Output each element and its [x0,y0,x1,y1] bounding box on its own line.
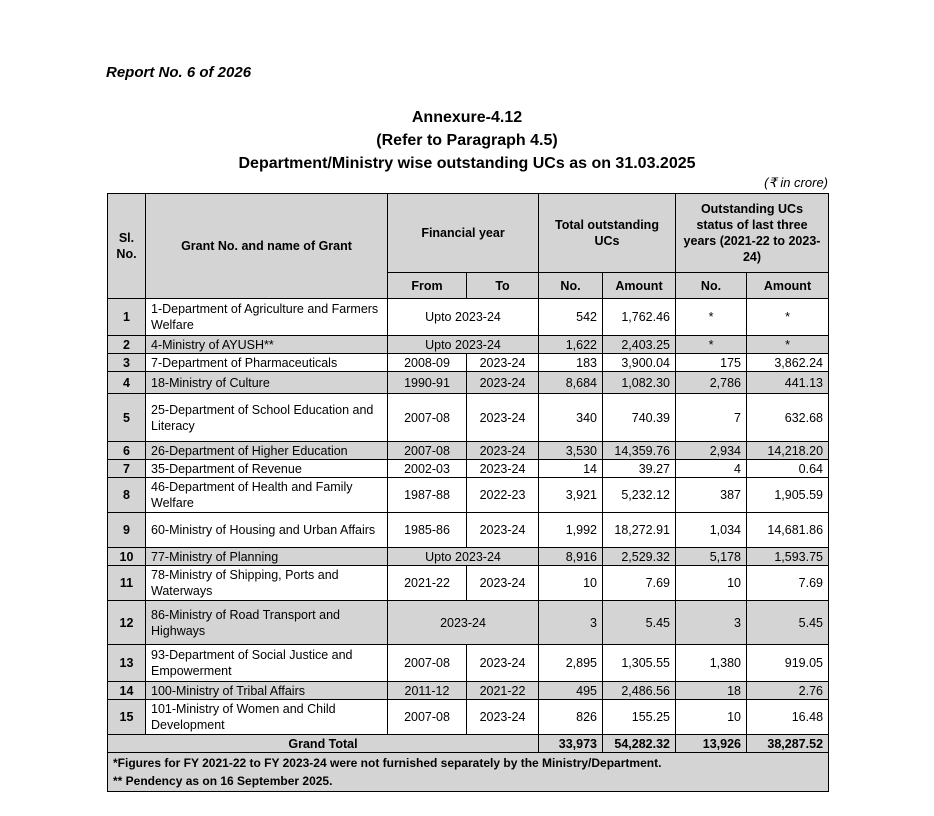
total-no-cell: 826 [539,700,603,735]
last3-amount-cell: 1,593.75 [747,548,829,566]
total-amount-cell: 1,082.30 [603,372,676,394]
grant-name-cell: 26-Department of Higher Education [146,442,388,460]
table-row [108,645,829,682]
from-year-cell: 2021-22 [388,566,467,601]
table-row [108,336,829,354]
unit-note: (₹ in crore) [764,175,828,190]
table-row [108,394,829,442]
total-amount-cell: 740.39 [603,394,676,442]
total-no-cell: 3,921 [539,478,603,513]
grant-name-cell: 4-Ministry of AYUSH** [146,336,388,354]
last3-amount-cell: * [747,336,829,354]
last3-no-cell: 175 [676,354,747,372]
grant-name-cell: 86-Ministry of Road Transport and Highways [146,601,388,645]
total-amount-cell: 155.25 [603,700,676,735]
table-row [108,566,829,601]
from-year-cell: 1987-88 [388,478,467,513]
table-row [108,460,829,478]
total-amount-cell: 2,403.25 [603,336,676,354]
last3-no-cell: * [676,299,747,336]
table-body [108,299,829,735]
sl-no-cell: 9 [108,513,146,548]
to-year-cell: 2021-22 [467,682,539,700]
last3-amount-cell: * [747,299,829,336]
grand-total-row [108,735,829,753]
last3-amount-cell: 14,681.86 [747,513,829,548]
to-year-cell: 2023-24 [467,394,539,442]
last3-no-cell: 387 [676,478,747,513]
total-no-cell: 3 [539,601,603,645]
table-row [108,682,829,700]
total-no-cell: 10 [539,566,603,601]
total-amount-cell: 7.69 [603,566,676,601]
footnote-2: ** Pendency as on 16 September 2025. [113,774,333,788]
financial-year-cell: 2023-24 [388,601,539,645]
total-amount-cell: 5.45 [603,601,676,645]
grand-total-amount: 54,282.32 [603,735,676,753]
sl-no-cell: 12 [108,601,146,645]
sl-no-cell: 4 [108,372,146,394]
grant-name-cell: 35-Department of Revenue [146,460,388,478]
total-amount-cell: 5,232.12 [603,478,676,513]
last3-no-cell: 7 [676,394,747,442]
total-no-cell: 1,992 [539,513,603,548]
header-last-three-years: Outstanding UCs status of last three years (2021-22 to 2023-24) [676,194,829,273]
last3-amount-cell: 632.68 [747,394,829,442]
total-no-cell: 495 [539,682,603,700]
grant-name-cell: 18-Ministry of Culture [146,372,388,394]
last3-no-cell: 10 [676,700,747,735]
grant-name-cell: 7-Department of Pharmaceuticals [146,354,388,372]
annexure-title: Annexure-4.12 [411,109,523,126]
sl-no-cell: 3 [108,354,146,372]
table-row [108,548,829,566]
total-no-cell: 2,895 [539,645,603,682]
total-no-cell: 183 [539,354,603,372]
table-row [108,478,829,513]
header-grant: Grant No. and name of Grant [146,194,388,299]
header-total-outstanding: Total outstanding UCs [539,194,676,273]
financial-year-cell: Upto 2023-24 [388,548,539,566]
total-no-cell: 3,530 [539,442,603,460]
table-row [108,700,829,735]
from-year-cell: 2007-08 [388,700,467,735]
last3-no-cell: 18 [676,682,747,700]
header-from: From [388,273,467,299]
last3-amount-cell: 2.76 [747,682,829,700]
to-year-cell: 2022-23 [467,478,539,513]
total-amount-cell: 2,486.56 [603,682,676,700]
grant-name-cell: 1-Department of Agriculture and Farmers Welfare [146,299,388,336]
table-title: Department/Ministry wise outstanding UCs as on 31.03.2025 [238,155,696,172]
header-to: To [467,273,539,299]
grant-name-cell: 100-Ministry of Tribal Affairs [146,682,388,700]
to-year-cell: 2023-24 [467,645,539,682]
last3-amount-cell: 0.64 [747,460,829,478]
footnotes [108,753,829,792]
total-no-cell: 8,916 [539,548,603,566]
sl-no-cell: 15 [108,700,146,735]
last3-no-cell: 1,380 [676,645,747,682]
sl-no-cell: 1 [108,299,146,336]
from-year-cell: 2007-08 [388,645,467,682]
sl-no-cell: 8 [108,478,146,513]
grant-name-cell: 78-Ministry of Shipping, Ports and Waterways [146,566,388,601]
sl-no-cell: 5 [108,394,146,442]
report-number: Report No. 6 of 2026 [106,64,252,81]
grant-name-cell: 93-Department of Social Justice and Empowerment [146,645,388,682]
to-year-cell: 2023-24 [467,442,539,460]
paragraph-reference: (Refer to Paragraph 4.5) [376,132,558,149]
sl-no-cell: 7 [108,460,146,478]
sl-no-cell: 13 [108,645,146,682]
total-no-cell: 340 [539,394,603,442]
footnote-1: *Figures for FY 2021-22 to FY 2023-24 were not furnished separately by the Ministry/Department. [113,756,662,770]
financial-year-cell: Upto 2023-24 [388,336,539,354]
sl-no-cell: 2 [108,336,146,354]
total-amount-cell: 39.27 [603,460,676,478]
total-amount-cell: 2,529.32 [603,548,676,566]
total-no-cell: 1,622 [539,336,603,354]
last3-amount-cell: 919.05 [747,645,829,682]
table-row [108,442,829,460]
last3-amount-cell: 3,862.24 [747,354,829,372]
grand-total-no: 33,973 [539,735,603,753]
header-no: No. [539,273,603,299]
total-amount-cell: 14,359.76 [603,442,676,460]
total-no-cell: 14 [539,460,603,478]
last3-no-cell: 5,178 [676,548,747,566]
from-year-cell: 2007-08 [388,442,467,460]
total-amount-cell: 18,272.91 [603,513,676,548]
last3-amount-cell: 16.48 [747,700,829,735]
table-row [108,513,829,548]
to-year-cell: 2023-24 [467,460,539,478]
last3-amount-cell: 1,905.59 [747,478,829,513]
sl-no-cell: 11 [108,566,146,601]
to-year-cell: 2023-24 [467,566,539,601]
table-row [108,299,829,336]
last3-no-cell: 1,034 [676,513,747,548]
sl-no-cell: 14 [108,682,146,700]
footnotes-row [108,753,829,792]
grant-name-cell: 46-Department of Health and Family Welfare [146,478,388,513]
to-year-cell: 2023-24 [467,354,539,372]
last3-amount-cell: 5.45 [747,601,829,645]
header-amount-last3: Amount [747,273,829,299]
to-year-cell: 2023-24 [467,700,539,735]
from-year-cell: 2002-03 [388,460,467,478]
table-row [108,601,829,645]
to-year-cell: 2023-24 [467,372,539,394]
grand-total-amount-last3: 38,287.52 [747,735,829,753]
last3-amount-cell: 441.13 [747,372,829,394]
total-amount-cell: 3,900.04 [603,354,676,372]
sl-no-cell: 10 [108,548,146,566]
table-row [108,372,829,394]
from-year-cell: 2011-12 [388,682,467,700]
total-no-cell: 542 [539,299,603,336]
last3-no-cell: 2,934 [676,442,747,460]
from-year-cell: 2007-08 [388,394,467,442]
last3-no-cell: * [676,336,747,354]
total-no-cell: 8,684 [539,372,603,394]
financial-year-cell: Upto 2023-24 [388,299,539,336]
header-amount: Amount [603,273,676,299]
header-financial-year: Financial year [388,194,539,273]
last3-amount-cell: 14,218.20 [747,442,829,460]
from-year-cell: 2008-09 [388,354,467,372]
table-row [108,354,829,372]
grand-total-no-last3: 13,926 [676,735,747,753]
outstanding-ucs-table [107,193,829,792]
from-year-cell: 1985-86 [388,513,467,548]
total-amount-cell: 1,762.46 [603,299,676,336]
grant-name-cell: 25-Department of School Education and Literacy [146,394,388,442]
grant-name-cell: 77-Ministry of Planning [146,548,388,566]
header-sl-no: Sl. No. [108,194,146,299]
sl-no-cell: 6 [108,442,146,460]
grand-total-label: Grand Total [108,735,539,753]
total-amount-cell: 1,305.55 [603,645,676,682]
last3-amount-cell: 7.69 [747,566,829,601]
last3-no-cell: 3 [676,601,747,645]
last3-no-cell: 2,786 [676,372,747,394]
grant-name-cell: 60-Ministry of Housing and Urban Affairs [146,513,388,548]
last3-no-cell: 4 [676,460,747,478]
header-no-last3: No. [676,273,747,299]
last3-no-cell: 10 [676,566,747,601]
annexure-title-block [0,106,934,175]
from-year-cell: 1990-91 [388,372,467,394]
grant-name-cell: 101-Ministry of Women and Child Development [146,700,388,735]
to-year-cell: 2023-24 [467,513,539,548]
